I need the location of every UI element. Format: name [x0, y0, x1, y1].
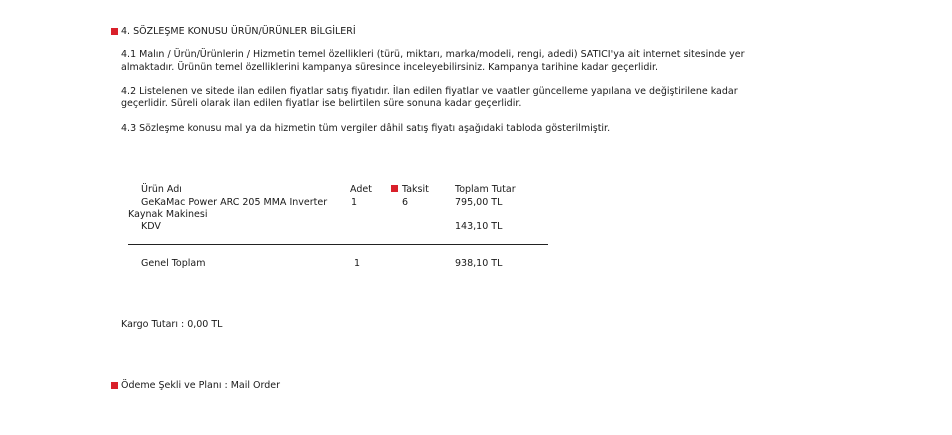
installment-bullet-icon	[391, 185, 398, 192]
kdv-total: 143,10 TL	[455, 221, 503, 232]
paragraph-4-1-line-2: almaktadır. Ürünün temel özelliklerini kampanya süresince inceleyebilirsiniz. Kampanya tarihine kadar geçerlidir.	[121, 62, 659, 73]
product-total: 795,00 TL	[455, 197, 503, 208]
payment-bullet-icon	[111, 382, 118, 389]
paragraph-4-2-line-1: 4.2 Listelenen ve sitede ilan edilen fiyatlar satış fiyatıdır. İlan edilen fiyatlar ve vaatler güncelleme yapılana ve değiştirilene kadar	[121, 86, 738, 97]
payment-method: Ödeme Şekli ve Planı : Mail Order	[121, 380, 281, 391]
product-name-line-1: GeKaMac Power ARC 205 MMA Inverter	[141, 197, 328, 208]
grand-total-quantity: 1	[354, 258, 361, 269]
header-total-amount: Toplam Tutar	[455, 184, 516, 195]
header-installment: Taksit	[402, 184, 429, 195]
section-heading: 4. SÖZLEŞME KONUSU ÜRÜN/ÜRÜNLER BİLGİLERİ	[121, 26, 356, 37]
paragraph-4-1-line-1: 4.1 Malın / Ürün/Ürünlerin / Hizmetin temel özellikleri (türü, miktarı, marka/modeli, rengi, adedi) SATICI'ya ait internet sitesinde yer	[121, 49, 745, 60]
grand-total-label: Genel Toplam	[141, 258, 206, 269]
heading-bullet-icon	[111, 28, 118, 35]
paragraph-4-2-line-2: geçerlidir. Süreli olarak ilan edilen fiyatlar ise belirtilen süre sonuna kadar geçerlidir.	[121, 98, 522, 109]
paragraph-4-3: 4.3 Sözleşme konusu mal ya da hizmetin tüm vergiler dâhil satış fiyatı aşağıdaki tabloda gösterilmiştir.	[121, 123, 611, 134]
grand-total-amount: 938,10 TL	[455, 258, 503, 269]
product-name-line-2: Kaynak Makinesi	[128, 209, 208, 220]
product-installment: 6	[402, 197, 409, 208]
kdv-label: KDV	[141, 221, 161, 232]
shipping-amount: Kargo Tutarı : 0,00 TL	[121, 319, 223, 330]
header-product-name: Ürün Adı	[141, 184, 182, 195]
product-quantity: 1	[351, 197, 358, 208]
header-quantity: Adet	[350, 184, 372, 195]
table-divider	[128, 244, 548, 245]
